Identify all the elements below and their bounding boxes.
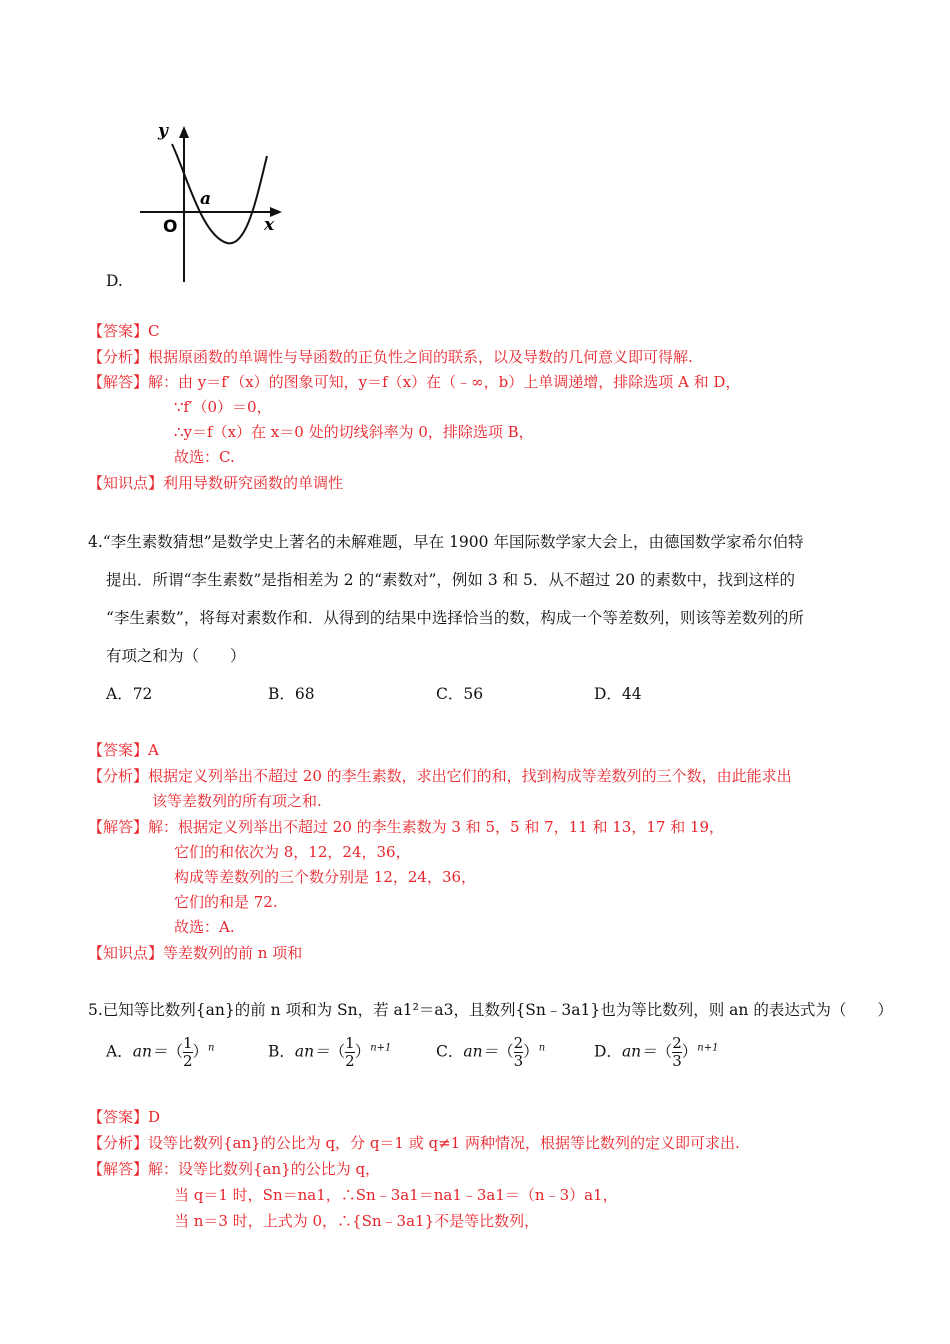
- q5-option-b-fraction: $\frac{1}{2}$: [345, 1034, 355, 1070]
- y-axis-arrow: [179, 126, 189, 138]
- q5-option-a-exponent: n: [208, 1042, 215, 1054]
- q4-solution-line-2: 它们的和依次为 8，12，24，36，: [174, 843, 411, 861]
- q5-solution-line-1: 【解答】解：设等比数列{an}的公比为 q，: [88, 1160, 381, 1178]
- q4-solution-line-3: 构成等差数列的三个数分别是 12，24，36，: [174, 868, 477, 886]
- q3-answer: 【答案】C: [88, 322, 160, 340]
- option-d-label: D.: [106, 272, 123, 290]
- q3-solution-line-2: ∵f′（0）＝0，: [174, 398, 272, 416]
- q4-option-c[interactable]: C．56: [436, 685, 484, 703]
- root-a-label: a: [200, 189, 212, 209]
- q5-option-d-fraction: $\frac{2}{3}$: [672, 1034, 682, 1070]
- q5-option-d-label: D．: [594, 1042, 622, 1061]
- q4-stem-line-1: 4.“李生素数猜想”是数学史上著名的未解难题，早在 1900 年国际数学家大会上，由德国数学家希尔伯特: [88, 533, 804, 551]
- q4-option-a[interactable]: A．72: [106, 685, 153, 703]
- q4-analysis-line-1: 【分析】根据定义列举出不超过 20 的李生素数，求出它们的和，找到构成等差数列的三个数，由此能求出: [88, 767, 792, 785]
- q5-option-c-fraction: $\frac{2}{3}$: [513, 1034, 524, 1070]
- q3-solution-line-4: 故选：C.: [174, 448, 235, 466]
- q3-solution-line-1: 【解答】解：由 y＝f′（x）的图象可知，y＝f（x）在（﹣∞，b）上单调递增，排除选项 A 和 D，: [88, 373, 741, 391]
- q5-option-c[interactable]: C．an＝（ $\frac{2}{3}$ ）$^n$: [436, 1034, 546, 1070]
- q5-option-d-lhs: an＝: [621, 1042, 657, 1061]
- q4-answer: 【答案】A: [88, 741, 159, 759]
- q4-solution-line-5: 故选：A.: [174, 918, 235, 936]
- q5-option-c-label: C．: [436, 1042, 464, 1061]
- q5-option-a-fraction: $\frac{1}{2}$: [182, 1034, 193, 1070]
- origin-label: O: [163, 217, 178, 237]
- q4-option-d[interactable]: D．44: [594, 685, 642, 703]
- q5-option-d[interactable]: D．an＝（ $\frac{2}{3}$ ）$^{n+1}$: [594, 1034, 719, 1070]
- q5-option-c-exponent: n: [538, 1042, 546, 1054]
- q5-analysis: 【分析】设等比数列{an}的公比为 q，分 q＝1 或 q≠1 两种情况，根据等比数列的定义即可求出.: [88, 1134, 740, 1152]
- q5-option-a-lhs: an＝: [132, 1042, 168, 1061]
- q5-option-b-exponent: n+1: [370, 1042, 392, 1054]
- q4-solution-line-4: 它们的和是 72.: [174, 893, 278, 911]
- q5-solution-line-2: 当 q＝1 时，Sn＝na1，∴Sn﹣3a1＝na1﹣3a1＝（n﹣3）a1，: [174, 1186, 618, 1204]
- derivative-graph-option-d: [132, 116, 292, 288]
- q5-option-c-lhs: an＝: [463, 1042, 499, 1061]
- q5-option-a[interactable]: A．an＝（ $\frac{1}{2}$ ）$^n$: [106, 1034, 215, 1070]
- derivative-curve: [172, 144, 267, 243]
- q4-solution-line-1: 【解答】解：根据定义列举出不超过 20 的李生素数为 3 和 5，5 和 7，11 和 13，17 和 19，: [88, 818, 725, 836]
- q5-option-b-label: B．: [268, 1042, 295, 1061]
- q5-stem: 5.已知等比数列{an}的前 n 项和为 Sn，若 a1²＝a3，且数列{Sn﹣3a1}也为等比数列，则 an 的表达式为（ ）: [88, 1001, 893, 1019]
- q5-option-b[interactable]: B．an＝（ $\frac{1}{2}$ ）$^{n+1}$: [268, 1034, 392, 1070]
- y-axis-label: y: [158, 121, 168, 141]
- x-axis-label: x: [264, 215, 275, 235]
- q5-solution-line-3: 当 n＝3 时，上式为 0，∴{Sn﹣3a1}不是等比数列，: [174, 1212, 540, 1230]
- q5-option-a-label: A．: [106, 1042, 133, 1061]
- q3-solution-line-3: ∴y＝f（x）在 x＝0 处的切线斜率为 0，排除选项 B，: [174, 423, 534, 441]
- q5-option-b-lhs: an＝: [294, 1042, 330, 1061]
- q3-analysis: 【分析】根据原函数的单调性与导函数的正负性之间的联系，以及导数的几何意义即可得解.: [88, 348, 693, 366]
- q4-stem-line-4: 有项之和为（ ）: [106, 647, 246, 665]
- q4-stem-line-3: “李生素数”，将每对素数作和．从得到的结果中选择恰当的数，构成一个等差数列，则该等差数列的所: [106, 609, 804, 627]
- q5-option-d-exponent: n+1: [697, 1042, 719, 1054]
- q3-knowledge: 【知识点】利用导数研究函数的单调性: [88, 474, 344, 492]
- q4-knowledge: 【知识点】等差数列的前 n 项和: [88, 944, 303, 962]
- q4-stem-line-2: 提出．所谓“李生素数”是指相差为 2 的“素数对”，例如 3 和 5．从不超过 20 的素数中，找到这样的: [106, 571, 795, 589]
- q5-answer: 【答案】D: [88, 1108, 161, 1126]
- q4-option-b[interactable]: B．68: [268, 685, 315, 703]
- q4-analysis-line-2: 该等差数列的所有项之和.: [152, 792, 322, 810]
